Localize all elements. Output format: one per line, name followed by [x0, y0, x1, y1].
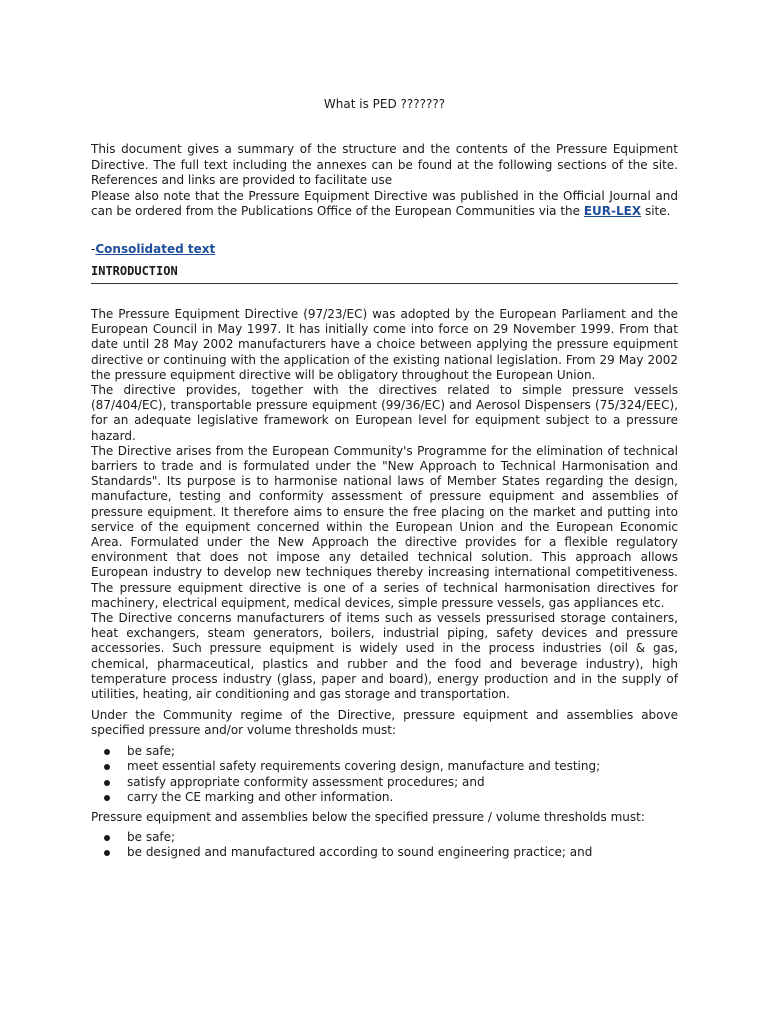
eur-lex-link[interactable]: EUR-LEX — [583, 204, 642, 218]
consolidated-prefix: - — [91, 242, 96, 256]
section-heading-introduction: INTRODUCTION — [91, 264, 178, 278]
intro-section — [91, 142, 678, 220]
introduction-body — [91, 307, 678, 865]
list-item-text: be safe; — [127, 829, 176, 844]
intro-paragraph-1: This document gives a summary of the structure and the contents of the Pressure Equipment Directive. The full text including the annexes can be found at the following sections of the site. References and links are provided to facilitate use — [91, 142, 678, 187]
list-item-text: be safe; — [127, 743, 176, 758]
consolidated-text-line — [91, 242, 215, 257]
page-title: What is PED ??????? — [323, 97, 446, 111]
bullet-icon — [104, 764, 110, 770]
list-item — [127, 845, 678, 861]
body-paragraph-6: Pressure equipment and assemblies below the specified pressure / volume thresholds must: — [91, 809, 645, 824]
list-item-text: carry the CE marking and other information. — [127, 790, 394, 805]
list-item — [127, 744, 678, 760]
intro-paragraph-2-text: Please also note that the Pressure Equipment Directive was published in the Official Journal and can be ordered from the Publications Office of the European Communities via the — [91, 188, 678, 218]
consolidated-text-link[interactable]: Consolidated text — [95, 242, 216, 256]
body-paragraph-2: The directive provides, together with the directives related to simple pressure vessels (87/404/EC), transportable pressure equipment (99/36/EC) and Aerosol Dispensers (75/324/EEC), for an adequate legislative framework on European level for equipment subject to a pressure hazard. — [91, 383, 678, 443]
body-paragraph-5: Under the Community regime of the Directive, pressure equipment and assemblies above specified pressure and/or volume thresholds must: — [91, 708, 678, 738]
list-item-text: satisfy appropriate conformity assessment procedures; and — [127, 774, 485, 789]
list-item-text: meet essential safety requirements covering design, manufacture and testing; — [127, 759, 601, 774]
list-item — [127, 775, 678, 791]
bullet-icon — [104, 749, 110, 755]
intro-paragraph-2-tail: site. — [641, 204, 671, 218]
list-item — [127, 790, 678, 806]
list-item-text: be designed and manufactured according to sound engineering practice; and — [127, 845, 593, 860]
body-paragraph-1: The Pressure Equipment Directive (97/23/EC) was adopted by the European Parliament and the European Council in May 1997. It has initially come into force on 29 November 1999. From that date until 28 May 2002 manufacturers have a choice between applying the pressure equipment directive or continuing with the application of the existing national legislation. From 29 May 2002 the pressure equipment directive will be obligatory throughout the European Union. — [91, 307, 678, 382]
heading-divider — [91, 283, 678, 284]
list-item — [127, 830, 678, 846]
intro-paragraph-2 — [91, 189, 678, 220]
requirements-list-above-threshold — [91, 744, 678, 806]
body-paragraph-3: The Directive arises from the European Community's Programme for the elimination of technical barriers to trade and is formulated under the "New Approach to Technical Harmonisation and Standards". Its purpose is to harmonise national laws of Member States regarding the design, manufacture, testing and conformity assessment of pressure equipment and assemblies of pressure equipment. It therefore aims to ensure the free placing on the market and putting into service of the equipment concerned within the European Union and the European Economic Area. Formulated under the New Approach the directive provides for a flexible regulatory environment that does not impose any detailed technical solution. This approach allows European industry to develop new techniques thereby increasing international competitiveness. The pressure equipment directive is one of a series of technical harmonisation directives for machinery, electrical equipment, medical devices, simple pressure vessels, gas appliances etc. — [91, 443, 678, 610]
requirements-list-below-threshold — [91, 830, 678, 861]
bullet-icon — [104, 795, 110, 801]
bullet-icon — [104, 850, 110, 856]
bullet-icon — [104, 780, 110, 786]
body-paragraph-4: The Directive concerns manufacturers of items such as vessels pressurised storage containers, heat exchangers, steam generators, boilers, industrial piping, safety devices and pressure accessories. Such pressure equipment is widely used in the process industries (oil & gas, chemical, pharmaceutical, plastics and rubber and the food and beverage industry), high temperature process industry (glass, paper and board), energy production and in the supply of utilities, heating, air conditioning and gas storage and transportation. — [91, 611, 678, 702]
bullet-icon — [104, 835, 110, 841]
list-item — [127, 759, 678, 775]
